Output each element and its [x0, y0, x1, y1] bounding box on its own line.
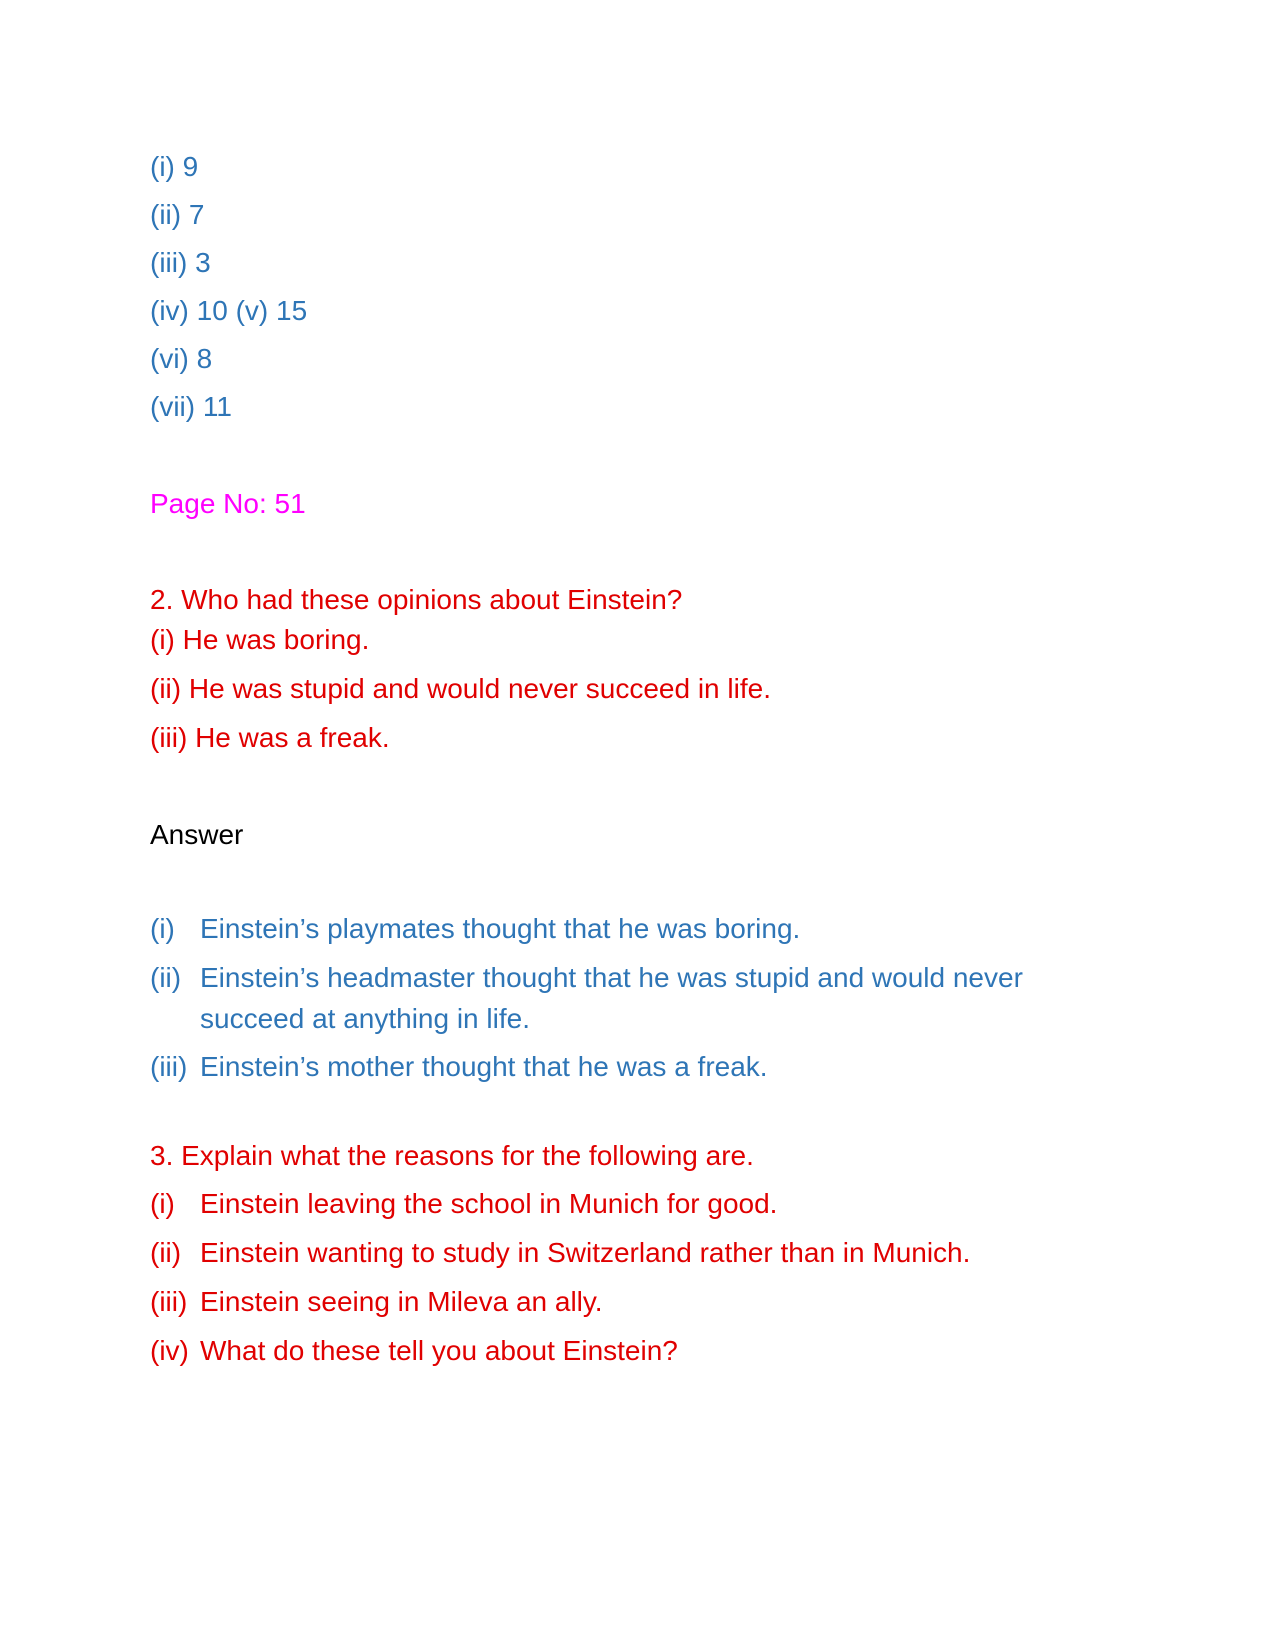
answer-2-item-1-label: (i) [150, 913, 175, 944]
answer-heading: Answer [150, 819, 244, 850]
answer-2-item-2-label: (ii) [150, 962, 182, 993]
answer-2-item-2 [150, 957, 1130, 1039]
question-2-item-1: (i) He was boring. [150, 624, 370, 655]
question-2-title: 2. Who had these opinions about Einstein? [150, 584, 683, 615]
answer-2-item-1 [150, 908, 1130, 949]
prev-answer-6: (vii) 11 [150, 391, 232, 422]
question-3-item-1-label: (i) [150, 1188, 175, 1219]
prev-answer-4: (iv) 10 (v) 15 [150, 295, 308, 326]
answer-2-item-1-text: Einstein’s playmates thought that he was boring. [200, 913, 801, 944]
question-3-item-3-label: (iii) [150, 1286, 188, 1317]
answer-2-item-3 [150, 1046, 1130, 1087]
question-3-item-4 [150, 1330, 1130, 1371]
question-3-item-2 [150, 1232, 1130, 1273]
answer-2-item-3-label: (iii) [150, 1051, 188, 1082]
question-3-title: 3. Explain what the reasons for the following are. [150, 1140, 754, 1171]
prev-answer-1: (i) 9 [150, 151, 199, 182]
prev-answer-2: (ii) 7 [150, 199, 205, 230]
page-number: Page No: 51 [150, 488, 306, 519]
question-3-item-1-text: Einstein leaving the school in Munich for good. [200, 1188, 778, 1219]
question-2-item-3: (iii) He was a freak. [150, 722, 390, 753]
answer-2-item-2-text: Einstein’s headmaster thought that he was stupid and would never succeed at anything in life. [200, 962, 1023, 1034]
question-3-item-3-text: Einstein seeing in Mileva an ally. [200, 1286, 603, 1317]
question-3-item-2-label: (ii) [150, 1237, 182, 1268]
question-3-item-1 [150, 1183, 1130, 1224]
question-3-item-2-text: Einstein wanting to study in Switzerland rather than in Munich. [200, 1237, 971, 1268]
question-2-item-2: (ii) He was stupid and would never succeed in life. [150, 673, 771, 704]
question-3-item-4-label: (iv) [150, 1335, 189, 1366]
prev-answer-5: (vi) 8 [150, 343, 213, 374]
prev-answer-3: (iii) 3 [150, 247, 211, 278]
answer-2-item-3-text: Einstein’s mother thought that he was a freak. [200, 1051, 768, 1082]
question-3-item-4-text: What do these tell you about Einstein? [200, 1335, 678, 1366]
question-3-item-3 [150, 1281, 1130, 1322]
